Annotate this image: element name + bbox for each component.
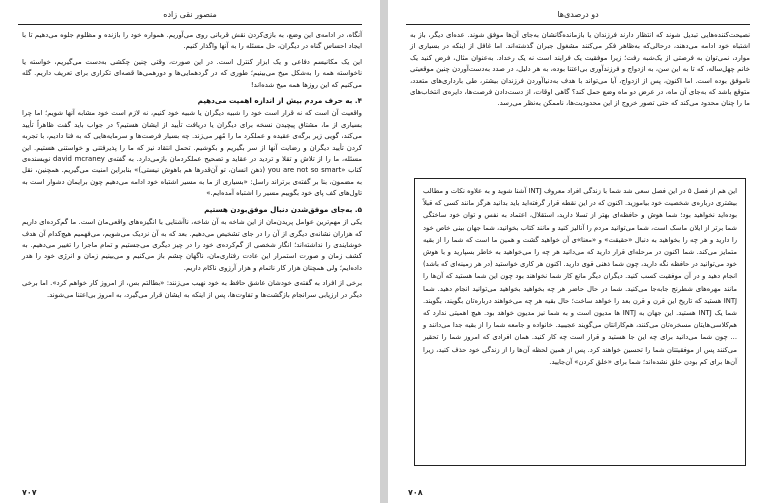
- right-page: [388, 0, 768, 503]
- paragraph: برخی از افراد به گفته‌ی خودشان عاشق حافظ به خود نهیب می‌زنند: «بطالتم بس، از امروز کار خواهم کرد». اما برخی دیگر در ارزیابی سرانجام بازگشت‌ها و تفاوت‌ها، پس از اینکه به ایشان قرار می‌گیرد، به امروز بی‌اعتنا می‌شوند.: [22, 279, 362, 299]
- summary-box: این هم از فصل ۵ در این فصل سعی شد شما با زندگی افراد معروف INTJ آشنا شوید و به علاوه نکات و مطالب بیشتری درباره‌ی شخصیت خود بیاموزید. اکنون که در این نقطه قرار گرفته‌اید باید بدانید هرگز مانند کسی که قبلاً بوده‌اید نخواهید بود؛ شما هوش و حافظه‌ای بهتر از تسلا دارید، استقلال، اعتماد به نفس و توان خود ساختگی شما برتر از ایلان ماسک است، شما می‌توانید مردم را آنالیز کنید و مانند کتاب بخوانید، شما جهان بینی خاص خود را دارید و هر چه را بخواهید به دنبال «حقیقت» و «معنا»ی آن خواهید گشت و همین ما است که شما را از بقیه متمایز می‌کند. شما اکنون در مرحله‌ای قرار دارید که می‌دانید هر چه را می‌خواهید به خاطر بسپارید و با هوش خود می‌توانید در حافظه نگه دارید، چون شما ذهنی قوی دارید. اکنون هر کاری خواستید (در هر زمینه‌ای که باشد) انجام دهید و در آن موفقیت کسب کنید. دیگران دیگر مانع کار شما نخواهند بود چون این شما هستید که آن‌ها را مانند مهره‌های شطرنج جابه‌جا می‌کنید. شما در حال حاضر هر چه بخواهید بخواهید می‌توانید انجام دهید. شما INTJ هستید که تاریخ این قرن و قرن بعد را خواهد ساخت؛ حال بقیه هر چه می‌خواهند درباره‌تان بگویند، بگویند. شما یک INTJ هستید. این جهان به INTJ ها مدیون است و به شما نیز مدیون خواهد بود. هیچ اهمیتی ندارد که هم‌کلاسی‌هایتان مسخره‌تان می‌کنند، هم‌کارانتان می‌گویند عجیبید. خانواده و جامعه شما را از بقیه جدا می‌دانند و ... چون شما می‌دانید برای چه این جا هستید و قرار است چه کار کنید. همان افرادی که امروز شما را تحقیر می‌کنند پس از موفقیتتان شما را تحسین خواهند کرد. پس از همین لحظه آن‌ها را از زندگی خود حذف کنید، زیرا آن‌ها برای کم بودن خلق نشده‌اند؛ شما برای «خلق کردن» آن‌جایید.: [414, 178, 746, 466]
- running-header-right: دو درصدی‌ها: [557, 10, 599, 19]
- paragraph: این یک مکانیسم دفاعی و یک ابزار کنترل است. در این صورت، وقتی چنین چکشی به‌دست می‌گیریم، خواسته یا ناخواسته همه را به‌شکل میخ می‌بینیم؛ طوری که در گردهمایی‌ها و دورهمی‌ها قصه‌ای تکراری برای تعریف داریم. گله می‌کنیم که این روزها همه میخ شده‌اند!: [22, 57, 362, 89]
- section-heading-5: ۵. به‌جای موفق‌شدن دنبال موفق‌بودن هستیم: [204, 204, 362, 214]
- section-heading-4: ۴. به حرف مردم بیش از اندازه اهمیت می‌دهیم: [197, 96, 362, 106]
- running-header-left: منصور نقی زاده: [163, 10, 217, 19]
- paragraph: یکی از مهم‌ترین عوامل پریدن‌مان از این شاخه به آن شاخه، ناآشنایی با انگیزه‌های واقعی‌مان است. ما گم‌کرده‌ای داریم که هزاران نشانه‌ی دیگری از آن را در جای تشخیص می‌دهیم. بعد که به آن نزدیک می‌شویم، می‌فهمیم هیچ‌کدام آن هدف خوشایندی را نداشته‌اند؛ انگار شخصی از گم‌کرده‌ی خود را در چیز دیگری می‌جستیم و تمام ماجرا را تغییر می‌دهیم. به کشف زمان و صورت استمرار این عادت رفتاری‌مان، ناگهان چشم باز می‌کنیم و می‌بینیم زمان و انرژی خود را هدر داده‌ایم؛ ولی همچنان هزار کار ناتمام و هزار آرزوی ناکام داریم.: [22, 218, 362, 272]
- paragraph: واقعیت آن است که نه قرار است خود را شبیه دیگران یا شبیه خود کنیم، نه لازم است خود مشابه آنها شویم؛ اما چرا بسیاری از ما، مشتاق پیچیدن نسخه برای دیگران یا دریافت تأیید از ایشان هستیم؟ در جواب باید گفت ظاهراً تأیید می‌کند، گویی زیر برگه‌ی عقیده و عملکرد ما را مُهر می‌زند. چه بسیار فرصت‌ها و سرمایه‌هایی که به فنا دادیم، با تجربه کردن تأیید دیگران و رضایت آنها از سر بگیریم و بکوشیم. تحمل انتقاد نیز که ما را پذیرفتنی و خواستنی هستیم. این مسئله، ما را از تلاش و تقلا و تردید در عقاید و تصحیح عملکردمان بازمی‌دارد. به گفته‌ی david mcraney نویسنده‌ی کتاب «you are not so smart (ذهن انسان، تو آن‌قدرها هم باهوش نیستی)» بنابراین امنیت می‌گیریم. همچنین، نقل به مضمون، بنا بر گفته‌ی برتراند راسل: «بسیاری از ما به مسیر اشتباه خود ادامه می‌دهیم چون برایمان دشوار است به تاول‌های کف پای خود بگوییم مسیر را اشتباه آمده‌ایم.»: [22, 109, 363, 198]
- left-page: [0, 0, 380, 503]
- paragraph: آنگاه، در ادامه‌ی این وضع، به بازی‌کردن نقش قربانی روی می‌آوریم. همواره خود را بازنده و مظلوم جلوه می‌دهیم تا با ایجاد احساس گناه در دیگران، حل مسئله را به آنها واگذار کنیم.: [22, 31, 362, 51]
- header-rule-left: [18, 24, 362, 25]
- paragraph: نصیحت‌کننده‌هایی تبدیل شوند که انتظار دارند فرزندان یا بازمانده‌گانشان به‌جای آن‌ها موفق شوند. عده‌ای دیگر، باز به اشتباه خود ادامه می‌دهند، درحالی‌که به‌ظاهر فکر می‌کنند مشغول جبران گذشته‌اند. اما غافل از اینکه در بسیاری از موارد، نمی‌توان به فرصتی از یک‌شبه رفت؛ زیرا موفقیت یک فرایند است نه یک رخداد. به‌عنوان مثال، فرض کنید یک خانم چهل‌ساله، که تا به این سن، به ازدواج و فرزندآوری بی‌اعتنا بوده، به هر دلیل، در صدد به‌دست‌آوردن چنین موقعیتی ناموفق بوده است. اما اکنون، پس از ازدواج، آیا می‌تواند با هدف به‌دنیاآوردن فرزندان بیشتر، طی بارداری‌های متعدد، متوقع باشد که به‌جای آن ماه، در عرض دو ماه وضع حمل کند؟ گاهی اوقات، از دست‌دادن فرصت‌ها، دایره‌ی انتخاب‌های ما را چنان محدود می‌کند که حتی تصور خروج از این محدودیت‌ها، ناممکن به‌نظر می‌رسد.: [410, 31, 750, 108]
- right-page-body: [410, 30, 750, 114]
- left-page-body: [22, 30, 362, 305]
- header-rule-right: [406, 24, 750, 25]
- page-number-right: ۷۰۸: [408, 488, 423, 497]
- page-number-left: ۷۰۷: [22, 488, 37, 497]
- page-gutter: [380, 0, 388, 503]
